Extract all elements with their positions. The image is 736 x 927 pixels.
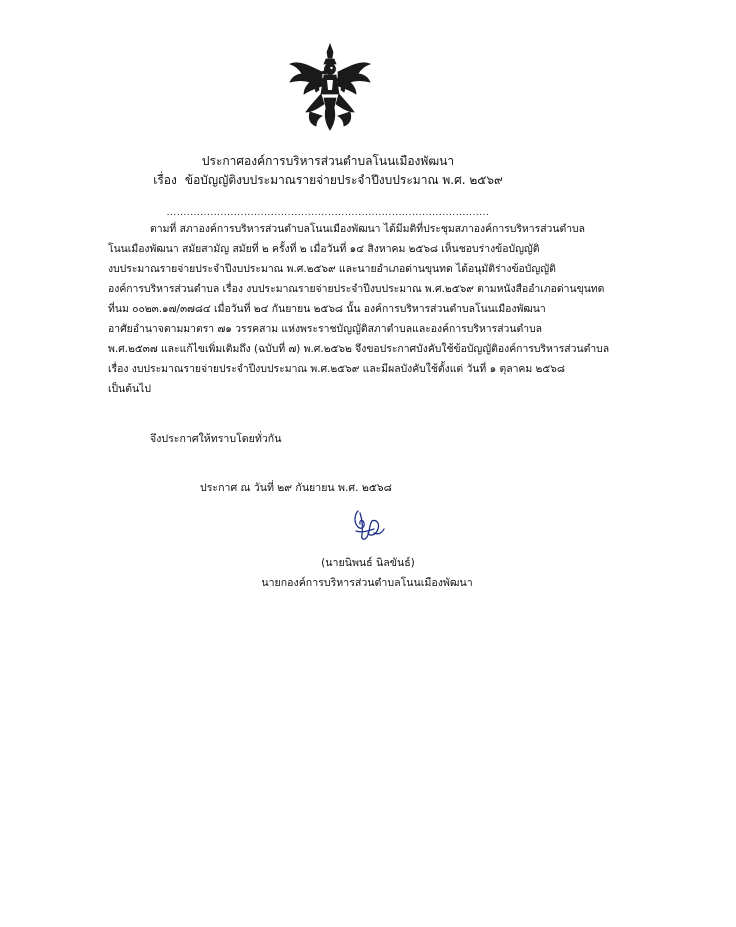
dotted-divider: ................................................................................................ (166, 208, 490, 218)
signer-name: (นายนิพนธ์ นิลขันธ์) (321, 557, 415, 569)
body-line-7: พ.ศ.๒๕๓๗ และแก้ไขเพิ่มเติมถึง (ฉบับที่ ๗) พ.ศ.๒๕๖๒ จึงขอประกาศบังคับใช้ข้อบัญญัติองค์การบริหารส่วนตำบล (108, 343, 610, 355)
body-line-2: โนนเมืองพัฒนา สมัยสามัญ สมัยที่ ๒ ครั้งที่ ๒ เมื่อวันที่ ๑๔ สิงหาคม ๒๕๖๘ เห็นชอบร่างข้อบัญญัติ (108, 243, 540, 255)
body-line-9: เป็นต้นไป (108, 383, 151, 395)
closing-statement: จึงประกาศให้ทราบโดยทั่วกัน (150, 433, 282, 445)
announcement-title: ประกาศองค์การบริหารส่วนตำบลโนนเมืองพัฒนา (201, 154, 455, 168)
body-line-5: ที่นม ๐๐๒๓.๑๗/๓๗๘๔ เมื่อวันที่ ๒๔ กันยายน ๒๕๖๘ นั้น องค์การบริหารส่วนตำบลโนนเมืองพัฒนา (108, 303, 546, 315)
subject-text: ข้อบัญญัติงบประมาณรายจ่ายประจำปีงบประมาณ พ.ศ. ๒๕๖๙ (184, 173, 503, 187)
body-line-1: ตามที่ สภาองค์การบริหารส่วนตำบลโนนเมืองพัฒนา ได้มีมติที่ประชุมสภาองค์การบริหารส่วนตำบล (150, 223, 586, 235)
subject-label: เรื่อง (153, 173, 177, 187)
body-line-6: อาศัยอำนาจตามมาตรา ๗๑ วรรคสาม แห่งพระราชบัญญัติสภาตำบลและองค์การบริหารส่วนตำบล (108, 323, 543, 335)
announcement-subject (0, 172, 656, 188)
body-line-8: เรื่อง งบประมาณรายจ่ายประจำปีงบประมาณ พ.ศ.๒๕๖๙ และมีผลบังคับใช้ตั้งแต่ วันที่ ๑ ตุลาคม ๒๕๖๘ (108, 363, 565, 375)
body-line-3: งบประมาณรายจ่ายประจำปีงบประมาณ พ.ศ.๒๕๖๙ และนายอำเภอด่านขุนทด ได้อนุมัติร่างข้อบัญญัติ (108, 263, 556, 275)
signer-title: นายกองค์การบริหารส่วนตำบลโนนเมืองพัฒนา (261, 577, 473, 589)
body-line-4: องค์การบริหารส่วนตำบล เรื่อง งบประมาณรายจ่ายประจำปีงบประมาณ พ.ศ.๒๕๖๙ ตามหนังสืออำเภอด่านขุนทด (108, 283, 605, 295)
announcement-date: ประกาศ ณ วันที่ ๒๙ กันยายน พ.ศ. ๒๕๖๘ (200, 482, 392, 494)
garuda-emblem (286, 42, 374, 134)
handwritten-signature (348, 505, 388, 545)
